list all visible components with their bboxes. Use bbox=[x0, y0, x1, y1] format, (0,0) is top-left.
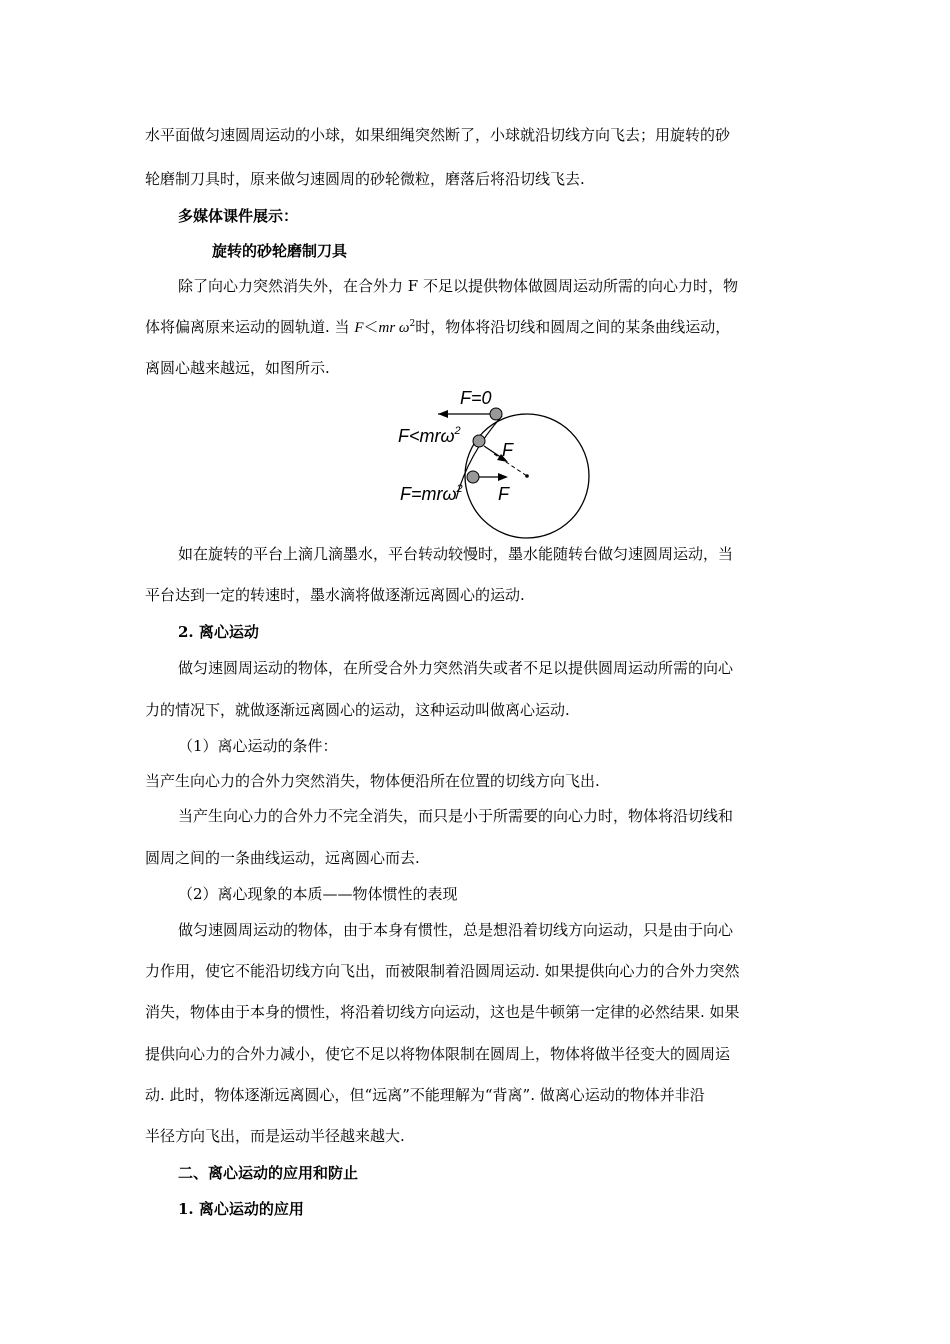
force-arrow-inner bbox=[484, 446, 502, 458]
para3-line1: 除了向心力突然消失外，在合外力 F 不足以提供物体做圆周运动所需的向心力时，物 bbox=[178, 277, 738, 295]
para3-line2-a: 体将偏离原来运动的圆轨道. 当 bbox=[145, 318, 355, 336]
para8-line6: 半径方向飞出，而是运动半径越来越大. bbox=[145, 1127, 405, 1145]
label-f-equal: F=mrω$^2$ bbox=[400, 483, 463, 504]
para8-line3: 消失，物体由于本身的惯性，将沿着切线方向运动，这也是牛顿第一定律的必然结果. 如果 bbox=[145, 1003, 740, 1021]
centrifugal-figure bbox=[390, 384, 600, 539]
heading-4: 1. 离心运动的应用 bbox=[178, 1200, 304, 1218]
subheading-1: （1）离心运动的条件： bbox=[178, 737, 338, 755]
ball-lower bbox=[467, 471, 479, 483]
curve-path bbox=[456, 416, 502, 499]
math-mrw: mr ω bbox=[378, 320, 410, 336]
center-dot bbox=[525, 474, 529, 478]
para3-line2-b: 时，物体将沿切线和圆周之间的某条曲线运动， bbox=[415, 318, 731, 336]
para8-line4: 提供向心力的合外力减小，使它不足以将物体限制在圆周上，物体将做半径变大的圆周运 bbox=[145, 1045, 731, 1063]
label-f-less: F<mrω$^2$ bbox=[398, 425, 461, 446]
para8-line1: 做匀速圆周运动的物体，由于本身有惯性，总是想沿着切线方向运动，只是由于向心 bbox=[178, 921, 734, 939]
subheading-2: （2）离心现象的本质——物体惯性的表现 bbox=[178, 885, 458, 903]
line-2: 轮磨制刀具时，原来做匀速圆周的砂轮微粒，磨落后将沿切线飞去. bbox=[145, 170, 585, 188]
para3-line2 bbox=[145, 317, 730, 338]
lt-sign: ＜ bbox=[363, 318, 379, 336]
ball-top bbox=[490, 408, 502, 420]
para3-line3: 离圆心越来越远，如图所示. bbox=[145, 359, 330, 377]
para6: 当产生向心力的合外力突然消失，物体便沿所在位置的切线方向飞出. bbox=[145, 772, 600, 790]
para5-line2: 力的情况下，就做逐渐远离圆心的运动，这种运动叫做离心运动. bbox=[145, 701, 570, 719]
math-sup: 2 bbox=[409, 319, 416, 329]
para8-line2: 力作用，使它不能沿切线方向飞出，而被限制着沿圆周运动. 如果提供向心力的合外力突然 bbox=[145, 962, 740, 980]
heading-2: 2. 离心运动 bbox=[178, 623, 259, 641]
math-f: F bbox=[354, 320, 364, 336]
force-arrowhead-lower bbox=[498, 473, 508, 481]
heading-caption: 旋转的砂轮磨制刀具 bbox=[212, 242, 348, 260]
label-f-zero: F=0 bbox=[460, 388, 492, 408]
para7-line1: 当产生向心力的合外力不完全消失，而只是小于所需要的向心力时，物体将沿切线和 bbox=[178, 807, 734, 825]
label-f-lower: F bbox=[498, 484, 509, 504]
ball-middle bbox=[473, 435, 485, 447]
para7-line2: 圆周之间的一条曲线运动，远离圆心而去. bbox=[145, 849, 420, 867]
heading-media: 多媒体课件展示： bbox=[178, 207, 299, 225]
label-f-arrow: F bbox=[502, 440, 513, 460]
line-1: 水平面做匀速圆周运动的小球，如果细绳突然断了，小球就沿切线方向飞去；用旋转的砂 bbox=[145, 126, 731, 144]
heading-3: 二、离心运动的应用和防止 bbox=[178, 1164, 359, 1182]
tangent-arrowhead bbox=[438, 410, 448, 418]
para4-line2: 平台达到一定的转速时，墨水滴将做逐渐远离圆心的运动. bbox=[145, 586, 525, 604]
para4-line1: 如在旋转的平台上滴几滴墨水，平台转动较慢时，墨水能随转台做匀速圆周运动，当 bbox=[178, 545, 734, 563]
para5-line1: 做匀速圆周运动的物体，在所受合外力突然消失或者不足以提供圆周运动所需的向心 bbox=[178, 659, 734, 677]
para8-line5: 动. 此时，物体逐渐远离圆心，但“远离”不能理解为“背离”. 做离心运动的物体并非沿 bbox=[145, 1086, 705, 1104]
